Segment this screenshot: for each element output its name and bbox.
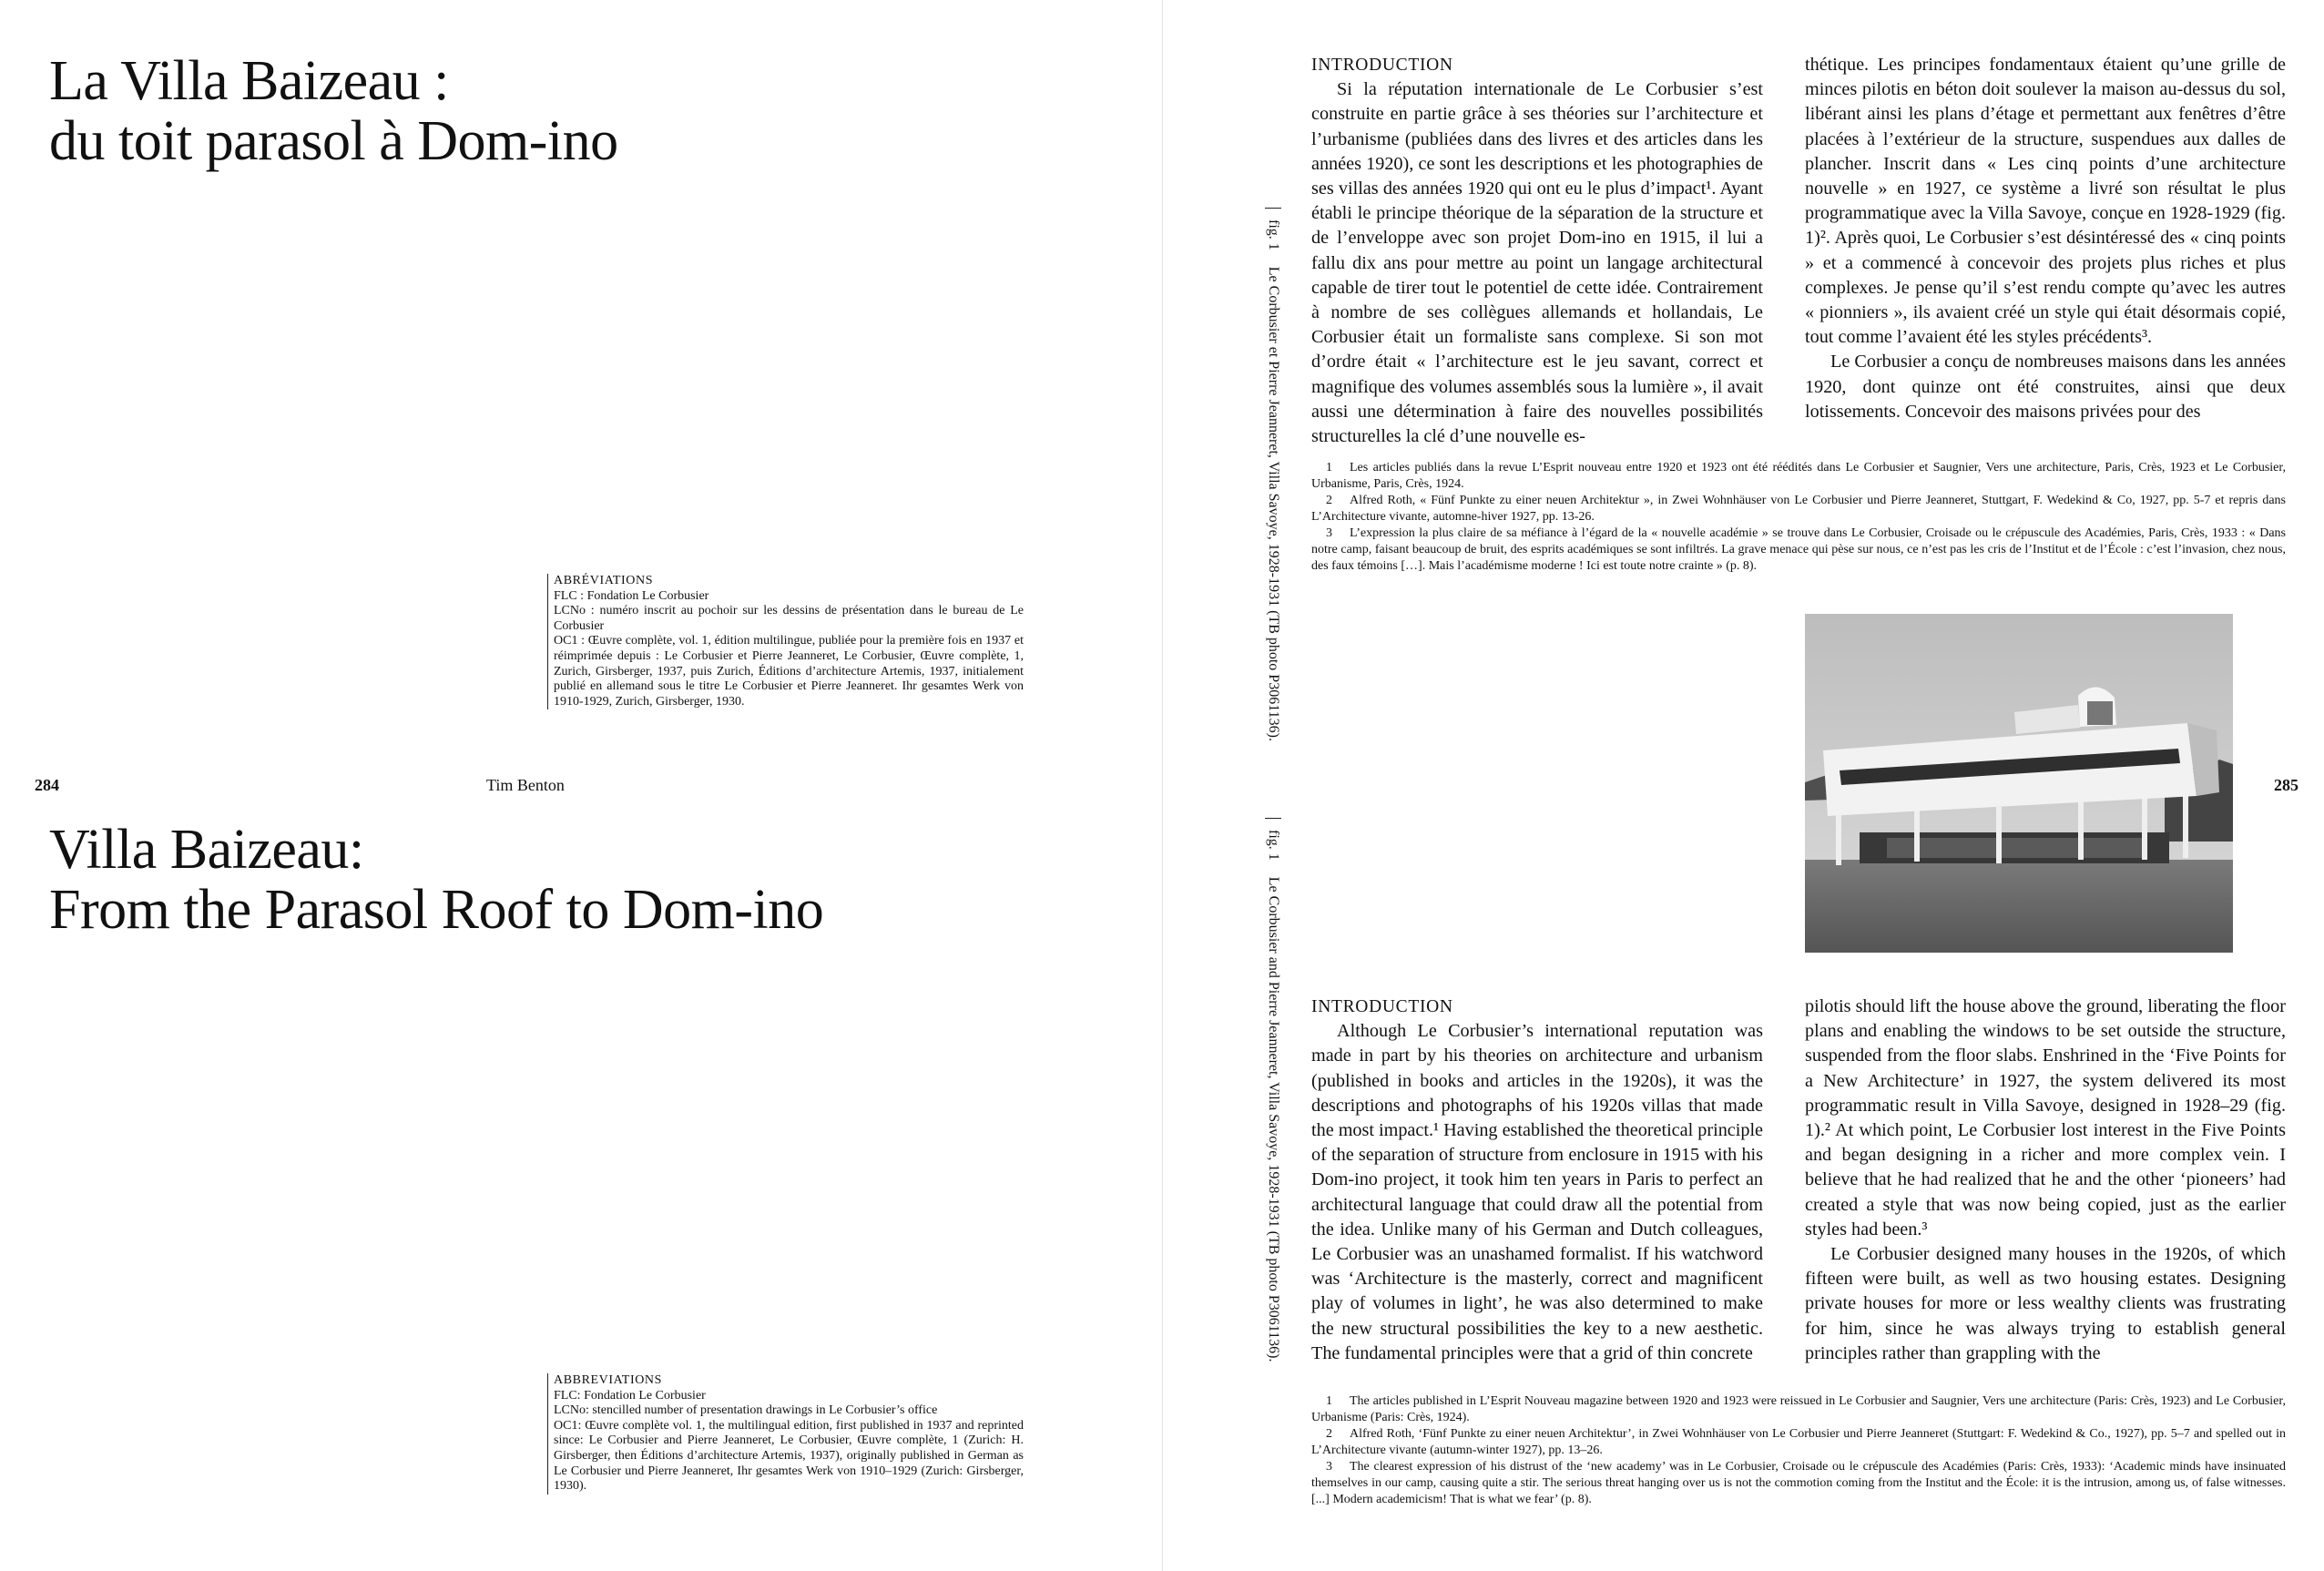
caption-figure-number: fig. 1 bbox=[1266, 830, 1281, 861]
body-paragraph: thétique. Les principes fondamentaux étaient qu’une grille de minces pilotis en béton doit soulever la maison au-dessus du sol, libérant ainsi les plans d’étage et permettant aux fenêtres d’être placées à l’extérieur de la structure, suspendues aux dalles de plancher. Inscrit dans « Les cinq points d’une architecture nouvelle » en 1927, ce système a livré son résultat le plus programmatique avec la Villa Savoye, conçue en 1928-1929 (fig. 1)². Après quoi, Le Corbusier s’est désintéressé des « cinq points » et a commencé à concevoir des projets plus riches et plus complexes. Je pense qu’il s’est rendu compte qu’avec les autres « pionniers », ils avaient créé un style qui était désormais copié, tout comme l’avaient été les styles précédents³. bbox=[1805, 55, 2286, 348]
caption-text: Le Corbusier et Pierre Jeanneret, Villa Savoye, 1928-1931 (TB photo P3061136). bbox=[1266, 266, 1281, 741]
abbreviation-item: LCNo : numéro inscrit au pochoir sur les dessins de présentation dans le bureau de Le Corbusier bbox=[554, 604, 1024, 633]
title-english-line-1: Villa Baizeau: bbox=[49, 819, 364, 881]
footnote-number: 1 bbox=[1326, 1394, 1332, 1408]
body-paragraph: Although Le Corbusier’s international reputation was made in part by his theories on architecture and urbanism (published in books and articles in the 1920s), it was the descriptions and photographs of his 1920s villas that made the most impact.¹ Having established the theoretical principle of the separation of structure from enclosure in 1915 with his Dom-ino project, it took him ten years in Paris to perfect an architectural language that could draw all the potential from the idea. Unlike many of his German and Dutch colleagues, Le Corbusier was an unashamed formalist. If his watchword was ‘Architecture is the masterly, correct and magnificent play of volumes in light’, he was also determined to make the new structural possibilities the key to a new aesthetic. The fundamental principles were that a grid of thin concrete bbox=[1311, 1021, 1764, 1363]
caption-figure-number: fig. 1 bbox=[1266, 219, 1281, 250]
french-body-column-1 bbox=[1311, 53, 1763, 449]
abbreviations-heading: ABRÉVIATIONS bbox=[554, 574, 654, 587]
title-english-line-2: From the Parasol Roof to Dom-ino bbox=[49, 879, 824, 941]
body-paragraph: Le Corbusier designed many houses in the 1920s, of which fifteen were built, as well as two housing estates. Designing private houses for more or less wealthy clients was frustrating for him, since he was always trying to establish general principles rather than grappling with the bbox=[1805, 1244, 2286, 1363]
english-body-column-1 bbox=[1311, 995, 1763, 1366]
abbreviations-french bbox=[547, 574, 1024, 709]
abbreviations-heading: ABBREVIATIONS bbox=[554, 1373, 663, 1387]
figure-caption-french bbox=[1264, 208, 1282, 741]
footnote bbox=[1311, 460, 2286, 493]
title-french-line-1: La Villa Baizeau : bbox=[49, 50, 449, 112]
english-body-column-2 bbox=[1805, 995, 2286, 1366]
page-fold bbox=[1162, 0, 1163, 1571]
footnote-text: Alfred Roth, ‘Fünf Punkte zu einer neuen Architektur’, in Zwei Wohnhäuser von Le Corbusier und Pierre Jeanneret (Stuttgart: F. Wedekind & Co., 1927), pp. 5–7 and spelled out in L’Architecture vivante (autumn-winter 1927), pp. 13–26. bbox=[1311, 1427, 2286, 1457]
footnote bbox=[1311, 1393, 2286, 1426]
footnote-number: 2 bbox=[1326, 1427, 1332, 1441]
abbreviation-item: LCNo: stencilled number of presentation drawings in Le Corbusier’s office bbox=[554, 1403, 938, 1418]
footnote-number: 3 bbox=[1326, 1460, 1332, 1474]
title-french-line-2: du toit parasol à Dom-ino bbox=[49, 110, 618, 172]
footnote-text: Les articles publiés dans la revue L’Esprit nouveau entre 1920 et 1923 ont été réédités dans Le Corbusier et Saugnier, Vers une architecture, Paris, Crès, 1923 et Le Corbusier, Urbanisme, Paris, Crès, 1924. bbox=[1311, 461, 2286, 491]
footnote-text: Alfred Roth, « Fünf Punkte zu einer neuen Architektur », in Zwei Wohnhäuser von Le Corbusier und Pierre Jeanneret, Stuttgart, F. Wedekind & Co, 1927, pp. 5-7 et repris dans L’Architecture vivante, automne-hiver 1927, pp. 13-26. bbox=[1311, 494, 2286, 524]
roof-opening bbox=[2087, 701, 2113, 725]
footnote-number: 1 bbox=[1326, 461, 1332, 474]
title-english bbox=[49, 820, 823, 940]
abbreviation-item: OC1 : Œuvre complète, vol. 1, édition multilingue, publiée pour la première fois en 1937 et réimprimée depuis : Le Corbusier et Pierre Jeanneret, Le Corbusier, Œuvre complète, 1, Zurich, Girsberger, 1937, puis Zurich, Éditions d’architecture Artemis, 1937, initialement publié en allemand sous le titre Le Corbusier et Pierre Jeanneret. Ihr gesamtes Werk von 1910-1929, Zurich, Girsberger, 1930. bbox=[554, 634, 1024, 709]
section-heading: INTRODUCTION bbox=[1311, 56, 1453, 75]
caption-rule bbox=[1265, 818, 1281, 819]
section-heading: INTRODUCTION bbox=[1311, 997, 1453, 1016]
body-paragraph: Si la réputation internationale de Le Corbusier s’est construite en partie grâce à ses théories sur l’architecture et l’urbanisme (publiées dans des livres et des articles dans les années 1920), ce sont les descriptions et les photographies de ses villas des années 1920 qui ont eu le plus d’impact¹. Ayant établi le principe théorique de la séparation de la structure et de l’enveloppe avec son projet Dom-ino en 1915, il lui a fallu dix ans pour mettre au point un langage architectural capable de tirer tout le potentiel de cette idée. Contrairement à nombre de ses collègues allemands et hollandais, Le Corbusier était un formaliste sans complexe. Si son mot d’ordre était « l’architecture est le jeu savant, correct et magnifique des volumes assemblés sous la lumière », il avait aussi une détermination à faire des nouvelles possibilités structurelles la clé d’une nouvelle es- bbox=[1311, 79, 1763, 447]
figure-caption-english bbox=[1264, 818, 1282, 1362]
ground-floor-recess bbox=[1887, 838, 2142, 858]
title-french bbox=[49, 51, 618, 171]
french-footnotes bbox=[1311, 460, 2286, 575]
footnote bbox=[1311, 1426, 2286, 1459]
footnote bbox=[1311, 1459, 2286, 1508]
caption-rule bbox=[1265, 208, 1281, 209]
english-footnotes bbox=[1311, 1393, 2286, 1508]
footnote-text: L’expression la plus claire de sa méfiance à l’égard de la « nouvelle académie » se trouve dans Le Corbusier, Croisade ou le crépuscule des Académies, Paris, Crès, 1933 : « Dans notre camp, faisant beaucoup de bruit, des esprits académiques se sont infiltrés. La grave menace qui pèse sur nous, ce n’est pas les cris de l’Institut et de l’École : c’est l’invasion, chez nous, des faux témoins […]. Mais l’académisme moderne ! Ici est toute notre crainte » (p. 8). bbox=[1311, 526, 2286, 573]
footnote bbox=[1311, 493, 2286, 525]
lawn bbox=[1805, 860, 2233, 953]
body-paragraph: pilotis should lift the house above the ground, liberating the floor plans and enabling the windows to be set outside the structure, suspended from the floor slabs. Enshrined in the ‘Five Points for a New Architecture’ in 1927, the system delivered its most programmatic result in Villa Savoye, designed in 1928–29 (fig. 1).² At which point, Le Corbusier lost interest in the Five Points and began designing in a richer and more complex vein. I believe that he had realized that he and the other ‘pioneers’ had created a style that was now being copied, just as the earlier styles had been.³ bbox=[1805, 996, 2286, 1239]
running-head-author: Tim Benton bbox=[486, 776, 565, 794]
page-number-right: 285 bbox=[2274, 776, 2299, 794]
abbreviation-item: OC1: Œuvre complète vol. 1, the multilingual edition, first published in 1937 and reprinted since: Le Corbusier and Pierre Jeanneret, Le Corbusier, Œuvre complète, 1 (Zurich: H. Girsberger, then Éditions d’architecture Artemis, 1937), originally published in German as Le Corbusier und Pierre Jeanneret, Ihr gesamtes Werk von 1910–1929 (Zurich: Girsberger, 1930). bbox=[554, 1418, 1024, 1494]
footnote-text: The clearest expression of his distrust of the ‘new academy’ was in Le Corbusier, Croisade ou le crépuscule des Académies (Paris: Crès, 1933): ‘Academic minds have insinuated themselves in our camp, causing quite a stir. The serious threat hanging over us is not the commotion coming from the Institut and the École: it is the intrusion, among us, of false witnesses. [...] Modern academicism! That is what we fear’ (p. 8). bbox=[1311, 1460, 2286, 1506]
footnote-text: The articles published in L’Esprit Nouveau magazine between 1920 and 1923 were reissued in Le Corbusier and Saugnier, Vers une architecture (Paris: Crès, 1923) and Le Corbusier, Urbanisme (Paris: Crès, 1924). bbox=[1311, 1394, 2286, 1424]
footnote bbox=[1311, 525, 2286, 575]
french-body-column-2 bbox=[1805, 53, 2286, 424]
body-paragraph: Le Corbusier a conçu de nombreuses maisons dans les années 1920, dont quinze ont été construites, ainsi que deux lotissements. Concevoir des maisons privées pour des bbox=[1805, 352, 2286, 422]
footnote-number: 2 bbox=[1326, 494, 1332, 507]
abbreviation-item: FLC : Fondation Le Corbusier bbox=[554, 588, 709, 603]
page-number-left: 284 bbox=[35, 776, 59, 794]
footnote-number: 3 bbox=[1326, 526, 1332, 540]
villa-savoye-photo bbox=[1805, 614, 2233, 953]
abbreviations-english bbox=[547, 1373, 1024, 1494]
caption-text: Le Corbusier and Pierre Jeanneret, Villa Savoye, 1928-1931 (TB photo P3061136). bbox=[1266, 876, 1281, 1362]
abbreviation-item: FLC: Fondation Le Corbusier bbox=[554, 1388, 706, 1403]
